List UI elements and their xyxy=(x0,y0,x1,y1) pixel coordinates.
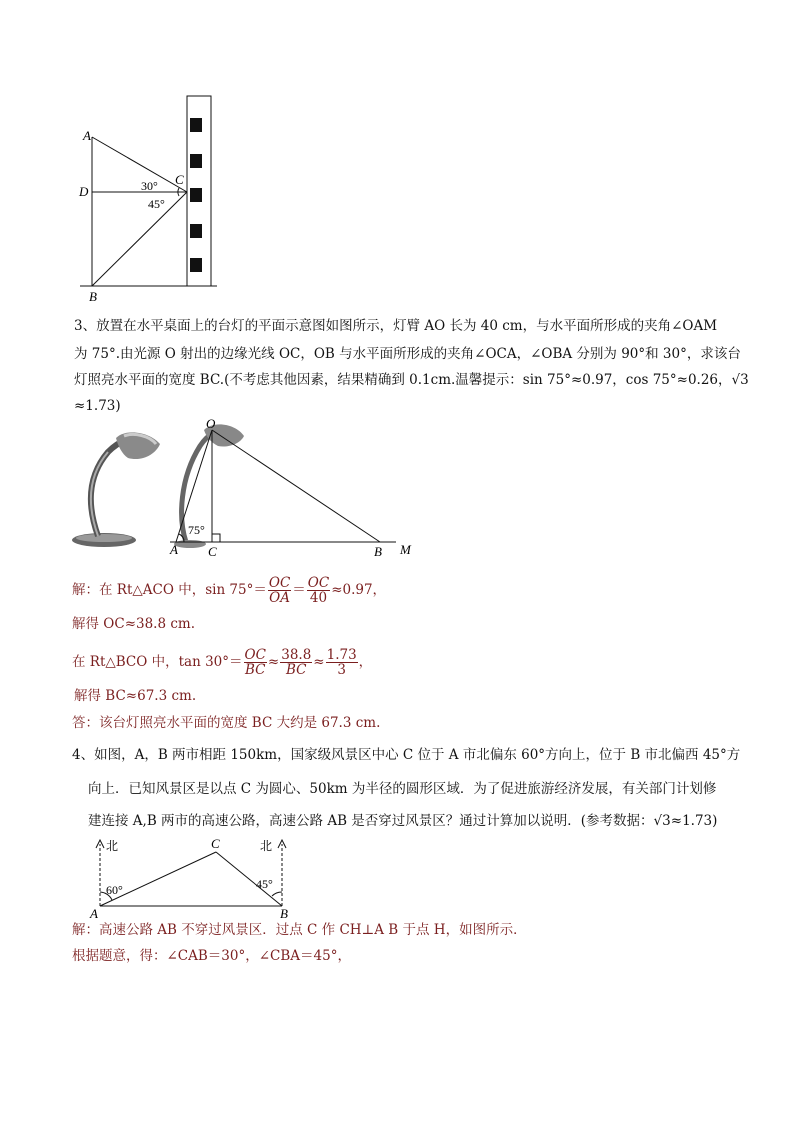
angle-30: 30° xyxy=(141,179,158,193)
label-b: B xyxy=(280,906,288,920)
label-a: A xyxy=(90,906,98,920)
label-b: B xyxy=(89,289,97,304)
window xyxy=(190,154,202,168)
solution4-line-1: 解：高速公路 AB 不穿过风景区．过点 C 作 CH⊥A B 于点 H，如图所示． xyxy=(72,922,527,938)
label-o: O xyxy=(206,418,216,431)
figure-scenic-area xyxy=(84,834,296,920)
label-m: M xyxy=(400,542,411,557)
line-ac xyxy=(92,137,187,192)
north-label-left: 北 xyxy=(106,839,119,853)
q4-line-3: 建连接 A,B 两市的高速公路，高速公路 AB 是否穿过风景区？通过计算加以说明．(参考数据：√3≈1.73) xyxy=(88,813,718,829)
solution3-line-4: 解得 BC≈67.3 cm. xyxy=(74,688,197,704)
solution3-line-3: 在 Rt△BCO 中，tan 30°＝ $\frac{OC}{BC}$ ≈ $\frac{38.8}{BC}$ ≈ $\frac{1.73}{3}$ ， xyxy=(72,647,373,678)
solution3-line-1: 解：在 Rt△ACO 中，sin 75°＝ $\frac{OC}{OA}$ ＝ $\frac{OC}{40}$ ≈0.97， xyxy=(72,575,387,606)
angle-45: 45° xyxy=(148,197,165,211)
angle-60: 60° xyxy=(106,883,123,897)
window xyxy=(190,118,202,132)
q3-line-4: ≈1.73) xyxy=(74,398,121,414)
q3-line-1: 3、放置在水平桌面上的台灯的平面示意图如图所示，灯臂 AO 长为 40 cm，与水平面所形成的夹角∠OAM xyxy=(74,318,718,334)
angle-75: 75° xyxy=(188,523,205,537)
right-angle-mark xyxy=(212,534,220,542)
q3-line-3: 灯照亮水平面的宽度 BC.(不考虑其他因素，结果精确到 0.1cm.温馨提示：sin 75°≈0.97，cos 75°≈0.26，√3 xyxy=(74,372,749,388)
solution3-line-2: 解得 OC≈38.8 cm. xyxy=(72,616,196,632)
q4-line-2: 向上．已知风景区是以点 C 为圆心、50km 为半径的圆形区域．为了促进旅游经济发展，有关部门计划修 xyxy=(88,781,717,797)
lamp-arm xyxy=(91,440,126,536)
label-c: C xyxy=(175,172,184,187)
label-d: D xyxy=(79,184,89,199)
north-label-right: 北 xyxy=(260,839,273,853)
lamp-shade xyxy=(116,432,160,459)
solution3-answer: 答：该台灯照亮水平面的宽度 BC 大约是 67.3 cm. xyxy=(72,715,381,731)
label-c: C xyxy=(208,544,217,559)
lamp-photo xyxy=(68,428,168,552)
label-a: A xyxy=(83,128,91,143)
line-ob xyxy=(212,430,380,542)
label-c: C xyxy=(211,836,220,851)
solution4-line-2: 根据题意，得：∠CAB＝30°，∠CBA＝45°， xyxy=(72,948,351,964)
arc-45 xyxy=(272,892,282,896)
figure-lamp-geometry xyxy=(160,418,420,562)
q3-line-2: 为 75°.由光源 O 射出的边缘光线 OC，OB 与水平面所形成的夹角∠OCA，∠OBA 分别为 90°和 30°，求该台 xyxy=(74,346,741,362)
window xyxy=(190,188,202,202)
label-a: A xyxy=(170,542,178,557)
figure-building-angles xyxy=(74,92,234,304)
angle-45: 45° xyxy=(256,877,273,891)
line-bc xyxy=(92,192,187,286)
label-b: B xyxy=(374,544,382,559)
window xyxy=(190,258,202,272)
line-ac xyxy=(100,852,216,906)
window xyxy=(190,224,202,238)
q4-line-1: 4、如图，A，B 两市相距 150km，国家级风景区中心 C 位于 A 市北偏东 60°方向上，位于 B 市北偏西 45°方 xyxy=(72,747,741,763)
